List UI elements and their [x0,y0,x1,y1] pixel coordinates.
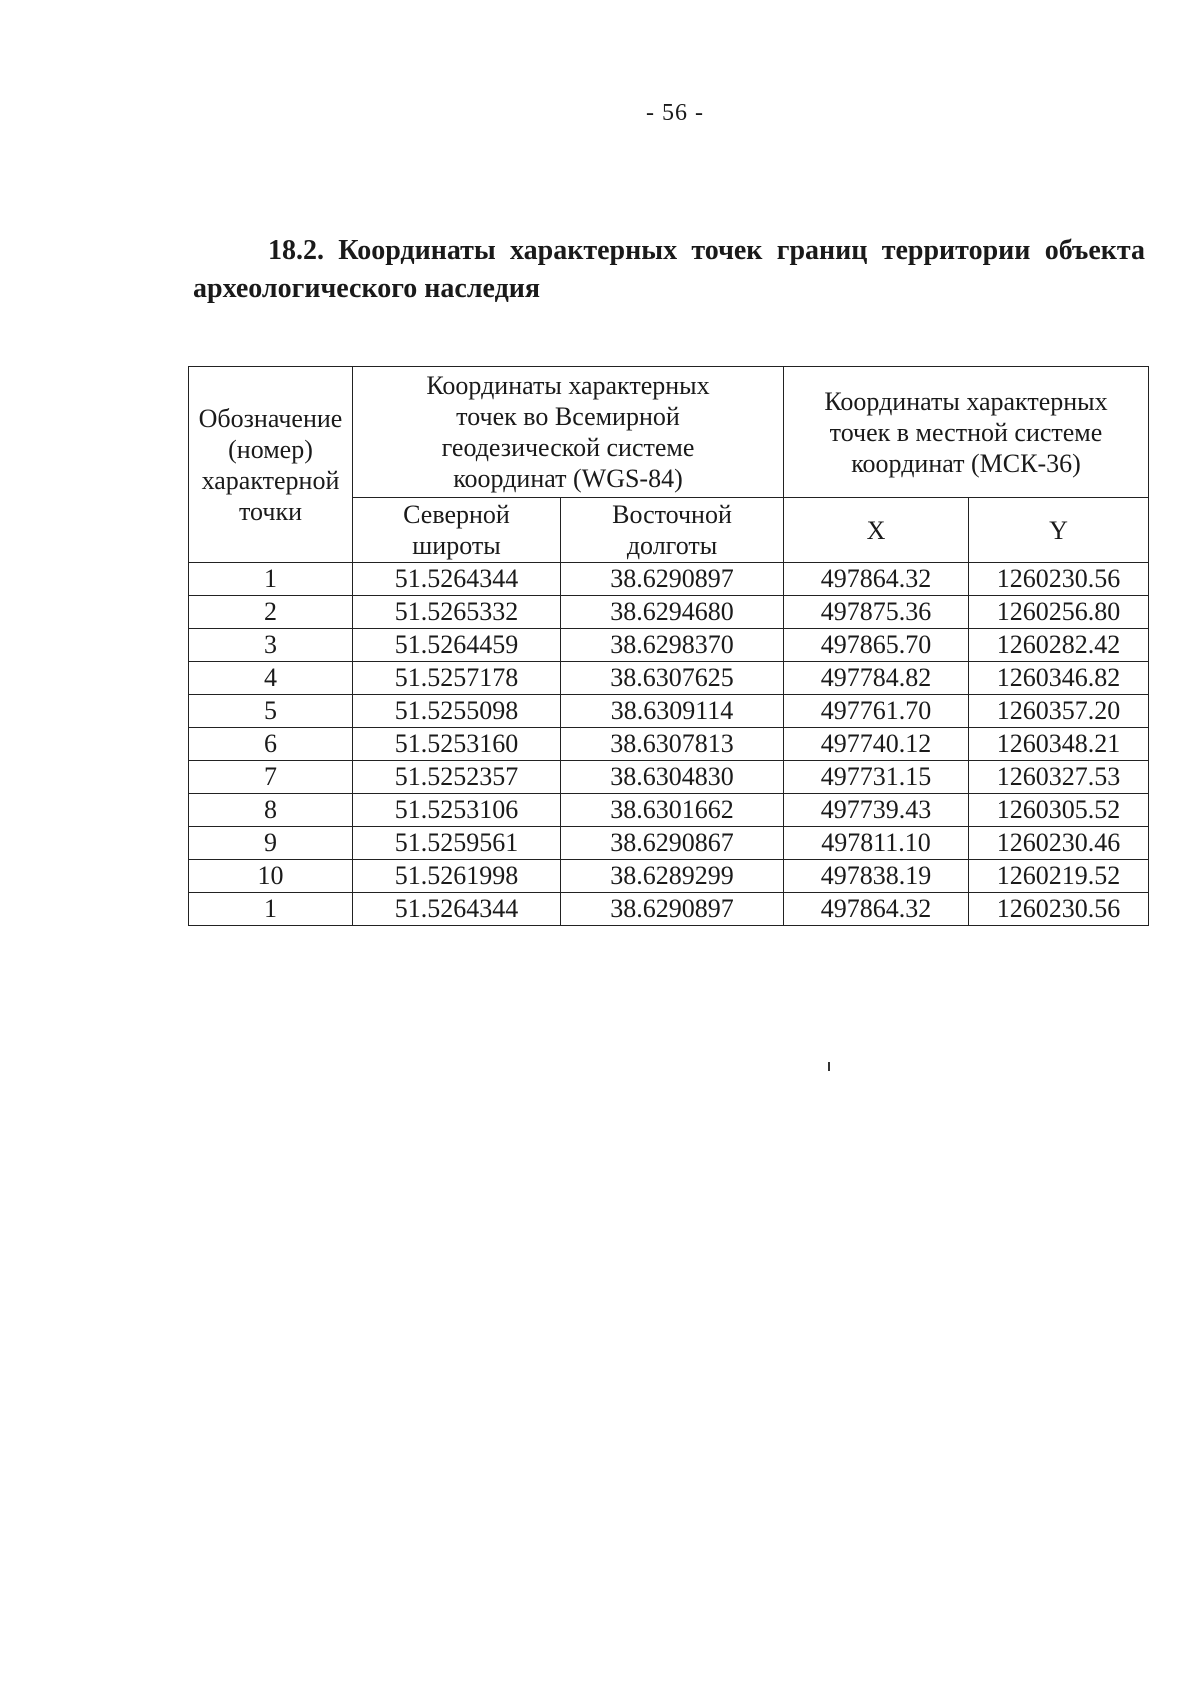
x-cell: 497731.15 [784,761,969,794]
point-number-cell: 7 [189,761,353,794]
y-cell: 1260230.56 [969,893,1149,926]
latitude-cell: 51.5259561 [353,827,561,860]
x-cell: 497811.10 [784,827,969,860]
point-number-cell: 1 [189,563,353,596]
section-heading [193,232,1145,308]
latitude-cell: 51.5265332 [353,596,561,629]
coordinates-table [188,366,1149,926]
north-lat-header: Северной широты [353,498,561,563]
point-number-cell: 9 [189,827,353,860]
table-row [189,563,1149,596]
heading-line-2: археологического наследия [193,273,541,304]
y-cell: 1260219.52 [969,860,1149,893]
longitude-cell: 38.6307625 [561,662,784,695]
table-row [189,893,1149,926]
x-cell: 497864.32 [784,563,969,596]
table-row [189,662,1149,695]
point-label-line-4: точки [239,496,302,526]
table-row [189,827,1149,860]
y-cell: 1260346.82 [969,662,1149,695]
latitude-cell: 51.5261998 [353,860,561,893]
table-row [189,761,1149,794]
latitude-cell: 51.5257178 [353,662,561,695]
y-cell: 1260357.20 [969,695,1149,728]
longitude-cell: 38.6290867 [561,827,784,860]
latitude-cell: 51.5264344 [353,893,561,926]
point-number-cell: 4 [189,662,353,695]
y-cell: 1260305.52 [969,794,1149,827]
page-number: - 56 - [646,100,704,126]
x-cell: 497864.32 [784,893,969,926]
longitude-cell: 38.6294680 [561,596,784,629]
table-row [189,629,1149,662]
point-label-line-2: (номер) [228,434,313,464]
wgs-group-header: Координаты характерных точек во Всемирной геодезической системе координат (WGS-84) [353,367,784,498]
longitude-cell: 38.6304830 [561,761,784,794]
stray-mark [828,1062,830,1071]
msk-group-header: Координаты характерных точек в местной системе координат (МСК-36) [784,367,1149,498]
y-cell: 1260230.56 [969,563,1149,596]
latitude-cell: 51.5264344 [353,563,561,596]
latitude-cell: 51.5253106 [353,794,561,827]
longitude-cell: 38.6290897 [561,563,784,596]
x-cell: 497875.36 [784,596,969,629]
longitude-cell: 38.6309114 [561,695,784,728]
x-cell: 497784.82 [784,662,969,695]
table-row [189,695,1149,728]
x-header: X [784,498,969,563]
latitude-cell: 51.5252357 [353,761,561,794]
point-number-cell: 10 [189,860,353,893]
x-cell: 497740.12 [784,728,969,761]
latitude-cell: 51.5264459 [353,629,561,662]
y-header: Y [969,498,1149,563]
point-number-cell: 3 [189,629,353,662]
point-label-header [189,367,353,563]
y-cell: 1260230.46 [969,827,1149,860]
point-number-cell: 6 [189,728,353,761]
table-row [189,860,1149,893]
table-row [189,728,1149,761]
x-cell: 497838.19 [784,860,969,893]
longitude-cell: 38.6307813 [561,728,784,761]
longitude-cell: 38.6298370 [561,629,784,662]
point-number-cell: 2 [189,596,353,629]
east-lon-header: Восточной долготы [561,498,784,563]
latitude-cell: 51.5253160 [353,728,561,761]
point-label-line-1: Обозначение [198,403,343,433]
y-cell: 1260348.21 [969,728,1149,761]
y-cell: 1260256.80 [969,596,1149,629]
longitude-cell: 38.6289299 [561,860,784,893]
x-cell: 497865.70 [784,629,969,662]
longitude-cell: 38.6290897 [561,893,784,926]
table-row [189,596,1149,629]
x-cell: 497739.43 [784,794,969,827]
point-label-line-3: характерной [201,465,340,495]
point-number-cell: 1 [189,893,353,926]
heading-line-1: 18.2. Координаты характерных точек границ территории объекта [268,235,1145,266]
y-cell: 1260327.53 [969,761,1149,794]
point-number-cell: 8 [189,794,353,827]
latitude-cell: 51.5255098 [353,695,561,728]
longitude-cell: 38.6301662 [561,794,784,827]
point-number-cell: 5 [189,695,353,728]
x-cell: 497761.70 [784,695,969,728]
y-cell: 1260282.42 [969,629,1149,662]
table-row [189,794,1149,827]
